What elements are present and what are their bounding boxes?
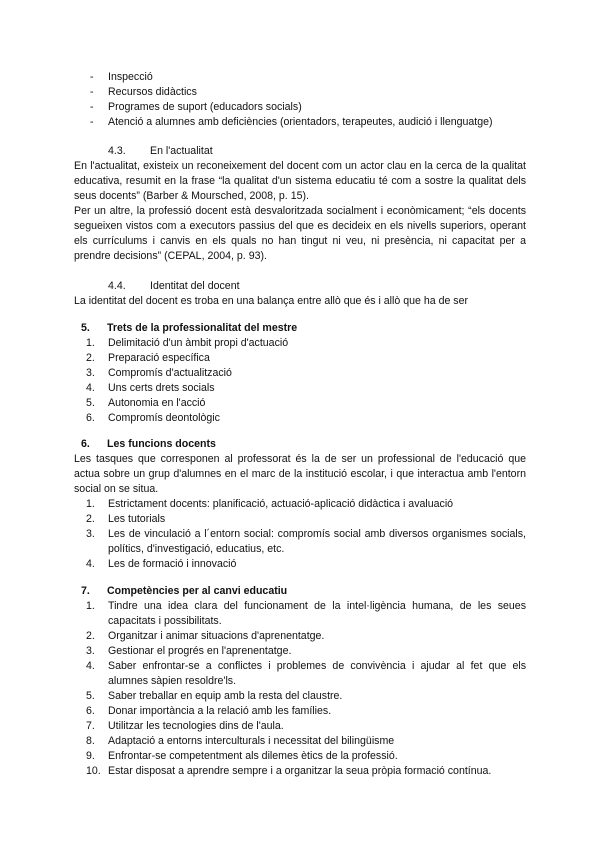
list-number: 7. xyxy=(86,720,95,732)
list-item-text: Les de vinculació a l´entorn social: compromís social amb diversos organismes socials, polítics, d'investigació, educatius, etc. xyxy=(108,528,526,555)
dash-marker: - xyxy=(90,116,94,128)
list-number: 6. xyxy=(86,412,95,424)
section-heading xyxy=(74,321,526,336)
dash-marker: - xyxy=(90,71,94,83)
list-item-text: Uns certs drets socials xyxy=(108,382,215,394)
list-item xyxy=(74,336,526,351)
list-item xyxy=(74,659,526,689)
list-item xyxy=(74,599,526,629)
section-6 xyxy=(74,437,526,572)
dash-list xyxy=(74,70,526,130)
list-item xyxy=(74,411,526,426)
list-item xyxy=(74,749,526,764)
list-item-text: Preparació específica xyxy=(108,352,210,364)
subsection-title: En l'actualitat xyxy=(150,145,213,157)
list-number: 4. xyxy=(86,558,95,570)
list-number: 5. xyxy=(86,690,95,702)
section-title: Trets de la professionalitat del mestre xyxy=(107,322,298,334)
list-item-text: Adaptació a entorns interculturals i necessitat del bilingüisme xyxy=(108,735,395,747)
dash-list-text: Inspecció xyxy=(108,71,153,83)
list-item-text: Estar disposat a aprendre sempre i a organitzar la seua pròpia formació contínua. xyxy=(108,765,492,777)
subsection-title: Identitat del docent xyxy=(150,280,240,292)
list-item xyxy=(74,381,526,396)
list-item xyxy=(74,629,526,644)
list-item-text: Autonomia en l'acció xyxy=(108,397,206,409)
list-item-text: Donar importància a la relació amb les famílies. xyxy=(108,705,332,717)
list-item xyxy=(74,527,526,557)
list-number: 1. xyxy=(86,498,95,510)
list-item-text: Saber enfrontar-se a conflictes i problemes de convivència i ajudar al fet que els alumnes sàpien resoldre'ls. xyxy=(108,660,526,687)
list-item xyxy=(74,704,526,719)
section-heading xyxy=(74,437,526,452)
subsection-number: 4.3. xyxy=(108,145,126,157)
list-number: 3. xyxy=(86,645,95,657)
numbered-list xyxy=(74,497,526,572)
list-item-text: Enfrontar-se competentment als dilemes ètics de la professió. xyxy=(108,750,398,762)
section-4-4 xyxy=(74,279,526,309)
list-item-text: Gestionar el progrés en l'aprenentatge. xyxy=(108,645,292,657)
list-item-text: Organitzar i animar situacions d'aprenentatge. xyxy=(108,630,325,642)
list-item xyxy=(74,644,526,659)
paragraph: La identitat del docent es troba en una balança entre allò que és i allò que ha de ser xyxy=(74,295,469,307)
paragraph: En l'actualitat, existeix un reconeixement del docent com un actor clau en la cerca de la qualitat educativa, resumit en la frase “la qualitat d'un sistema educatiu té com a sostre la qualitat dels seus docents” (Barber & Moursched, 2008, p. 15). xyxy=(74,160,526,202)
section-title: Les funcions docents xyxy=(107,438,216,450)
list-item xyxy=(74,689,526,704)
dash-list-text: Programes de suport (educadors socials) xyxy=(108,101,302,113)
list-item xyxy=(74,719,526,734)
dash-list-item xyxy=(74,115,526,130)
dash-list-item xyxy=(74,70,526,85)
list-item xyxy=(74,512,526,527)
section-number: 6. xyxy=(81,438,90,450)
paragraph: Les tasques que corresponen al professorat és la de ser un professional de l'educació que actua sobre un grup d'alumnes en el marc de la institució escolar, i que interactua amb l'entorn social on se situa. xyxy=(74,453,526,495)
list-item xyxy=(74,351,526,366)
dash-list-item xyxy=(74,100,526,115)
list-item xyxy=(74,557,526,572)
list-number: 1. xyxy=(86,337,95,349)
list-item-text: Compromís d'actualització xyxy=(108,367,232,379)
subsection-heading xyxy=(74,279,526,294)
section-5 xyxy=(74,321,526,426)
list-number: 4. xyxy=(86,660,95,672)
section-4-3 xyxy=(74,144,526,264)
list-item xyxy=(74,396,526,411)
list-number: 2. xyxy=(86,352,95,364)
list-item xyxy=(74,497,526,512)
list-number: 3. xyxy=(86,367,95,379)
list-number: 3. xyxy=(86,528,95,540)
list-number: 9. xyxy=(86,750,95,762)
list-number: 2. xyxy=(86,513,95,525)
subsection-number: 4.4. xyxy=(108,280,126,292)
list-item xyxy=(74,366,526,381)
list-number: 10. xyxy=(86,765,101,777)
section-title: Competències per al canvi educatiu xyxy=(107,585,288,597)
list-item xyxy=(74,764,526,779)
dash-list-item xyxy=(74,85,526,100)
section-heading xyxy=(74,584,526,599)
dash-list-text: Atenció a alumnes amb deficiències (orientadors, terapeutes, audició i llenguatge) xyxy=(108,116,493,128)
list-item-text: Les tutorials xyxy=(108,513,166,525)
list-item-text: Delimitació d'un àmbit propi d'actuació xyxy=(108,337,289,349)
numbered-list xyxy=(74,336,526,426)
list-number: 5. xyxy=(86,397,95,409)
list-item-text: Estrictament docents: planificació, actuació-aplicació didàctica i avaluació xyxy=(108,498,454,510)
section-number: 7. xyxy=(81,585,90,597)
dash-marker: - xyxy=(90,101,94,113)
dash-marker: - xyxy=(90,86,94,98)
list-number: 4. xyxy=(86,382,95,394)
numbered-list xyxy=(74,599,526,779)
list-item xyxy=(74,734,526,749)
section-number: 5. xyxy=(81,322,90,334)
paragraph: Per un altre, la professió docent està desvaloritzada socialment i econòmicament; “els docents segueixen vistos com a executors passius del que es decideix en els nivells superiors, operant els currículums i canvis en els quals no han tingut ni veu, ni presència, ni capacitat per a prendre decisions” (CEPAL, 2004, p. 93). xyxy=(74,205,526,262)
list-number: 2. xyxy=(86,630,95,642)
dash-list-text: Recursos didàctics xyxy=(108,86,197,98)
subsection-heading xyxy=(74,144,526,159)
list-number: 1. xyxy=(86,600,95,612)
list-item-text: Les de formació i innovació xyxy=(108,558,237,570)
list-number: 6. xyxy=(86,705,95,717)
list-item-text: Compromís deontològic xyxy=(108,412,220,424)
section-7 xyxy=(74,584,526,779)
list-item-text: Saber treballar en equip amb la resta del claustre. xyxy=(108,690,343,702)
list-item-text: Tindre una idea clara del funcionament de la intel·ligència humana, de les seues capacitats i possibilitats. xyxy=(108,600,526,627)
list-item-text: Utilitzar les tecnologies dins de l'aula. xyxy=(108,720,284,732)
list-number: 8. xyxy=(86,735,95,747)
